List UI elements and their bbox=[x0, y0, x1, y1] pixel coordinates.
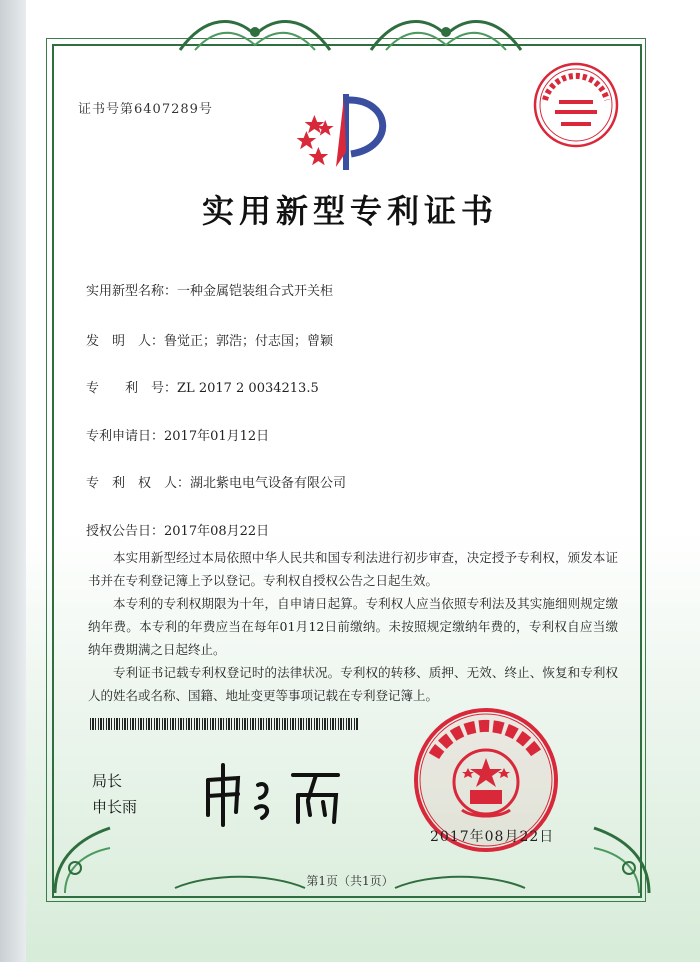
field-value: 一种金属铠装组合式开关柜 bbox=[177, 284, 334, 299]
field-value: 鲁觉正；郭浩；付志国；曾颖 bbox=[164, 334, 334, 349]
field-inventors bbox=[86, 330, 333, 349]
page-number: 第1页（共1页） bbox=[306, 874, 394, 888]
field-label: 发 明 人： bbox=[86, 334, 165, 349]
field-value: 湖北紫电电气设备有限公司 bbox=[190, 476, 347, 491]
field-label: 专利申请日： bbox=[86, 429, 165, 444]
paragraph-term: 本专利的专利权期限为十年，自申请日起算。专利权人应当依照专利法及其实施细则规定缴纳年费。本专利的年费应当在每年01月12日前缴纳。未按照规定缴纳年费的，专利权自应当缴纳年费期满之日起终止。 bbox=[88, 596, 618, 657]
field-grant-announcement-date bbox=[86, 520, 269, 539]
field-label: 专 利 权 人： bbox=[86, 476, 191, 491]
top-left-ornament-icon bbox=[175, 10, 335, 60]
page-title: 实用新型专利证书 bbox=[201, 192, 498, 230]
field-label: 实用新型名称： bbox=[86, 284, 178, 299]
field-value: 2017年01月12日 bbox=[164, 429, 270, 444]
field-application-date bbox=[86, 425, 269, 444]
field-patent-number bbox=[86, 377, 319, 396]
field-value: 2017年08月22日 bbox=[164, 524, 270, 539]
chief-title: 局长 bbox=[92, 772, 123, 790]
field-utility-model-name bbox=[86, 280, 333, 299]
field-label: 专 利 号： bbox=[86, 381, 178, 396]
field-value: ZL 2017 2 0034213.5 bbox=[177, 381, 319, 396]
paragraph-grant: 本实用新型经过本局依照中华人民共和国专利法进行初步审查，决定授予专利权，颁发本证书并在专利登记簿上予以登记。专利权自授权公告之日起生效。 bbox=[88, 550, 618, 588]
paragraph-register: 专利证书记载专利权登记时的法律状况。专利权的转移、质押、无效、终止、恢复和专利权人的姓名或名称、国籍、地址变更等事项记载在专利登记簿上。 bbox=[88, 665, 618, 703]
patent-office-logo-icon bbox=[296, 92, 406, 172]
chief-name: 申长雨 bbox=[92, 798, 138, 816]
field-patentee bbox=[86, 472, 346, 491]
field-label: 授权公告日： bbox=[86, 524, 165, 539]
handwritten-signature bbox=[198, 760, 348, 830]
barcode bbox=[90, 718, 358, 730]
printing-seal-icon bbox=[531, 60, 621, 150]
certificate-number: 证书号第6407289号 bbox=[78, 102, 213, 117]
scan-edge bbox=[0, 0, 26, 962]
top-right-ornament-icon bbox=[366, 10, 526, 60]
grant-date-stamp: 2017年08月22日 bbox=[430, 829, 555, 845]
